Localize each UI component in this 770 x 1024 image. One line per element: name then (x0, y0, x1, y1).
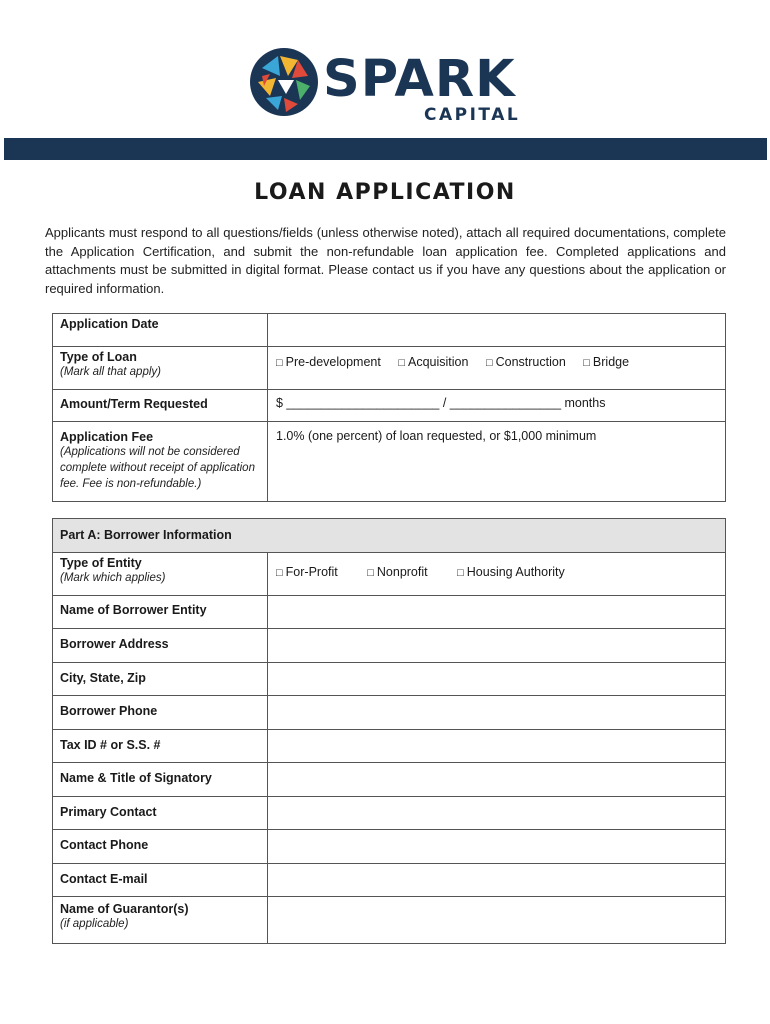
loan-type-label-cell (53, 347, 268, 390)
guarantor-field[interactable] (268, 897, 726, 944)
checkbox-icon[interactable]: □ (367, 567, 374, 579)
loan-type-label: Type of Loan (60, 350, 137, 364)
entity-type-note: (Mark which applies) (60, 572, 166, 584)
table-row (53, 596, 726, 629)
application-fee-value: 1.0% (one percent) of loan requested, or $1,000 minimum (268, 422, 726, 502)
section-header-row (53, 519, 726, 553)
table-row (53, 663, 726, 696)
borrower-name-label: Name of Borrower Entity (60, 603, 207, 617)
loan-type-option[interactable]: □ Construction (485, 355, 566, 369)
application-date-label: Application Date (60, 317, 159, 331)
city-state-zip-label: City, State, Zip (60, 671, 146, 685)
table-row (53, 629, 726, 663)
table-row (53, 730, 726, 763)
loan-type-option[interactable]: □ Bridge (583, 355, 630, 369)
guarantor-label: Name of Guarantor(s) (60, 902, 189, 916)
entity-type-option[interactable]: □ Housing Authority (457, 565, 565, 579)
contact-phone-label: Contact Phone (60, 838, 149, 852)
primary-contact-field[interactable] (268, 797, 726, 830)
loan-type-option[interactable]: □ Acquisition (398, 355, 469, 369)
table-row (53, 864, 726, 897)
borrower-phone-field[interactable] (268, 696, 726, 730)
loan-type-note: (Mark all that apply) (60, 366, 161, 378)
table-row (53, 422, 726, 502)
application-fee-label: Application Fee (60, 430, 154, 444)
contact-email-label: Contact E-mail (60, 872, 148, 886)
checkbox-icon[interactable]: □ (276, 357, 283, 369)
table-row (53, 897, 726, 944)
table-row (53, 314, 726, 347)
table-row (53, 797, 726, 830)
borrower-phone-label: Borrower Phone (60, 704, 158, 718)
entity-type-label-cell (53, 553, 268, 596)
borrower-name-label-cell (53, 596, 268, 629)
section-title: Part A: Borrower Information (53, 519, 726, 553)
entity-type-options (268, 553, 726, 596)
guarantor-note: (if applicable) (60, 918, 129, 930)
signatory-label: Name & Title of Signatory (60, 771, 212, 785)
application-fee-note: (Applications will not be considered complete without receipt of application fee. Fee is non-refundable.) (60, 446, 255, 490)
tax-id-label-cell (53, 730, 268, 763)
application-fee-label-cell (53, 422, 268, 502)
contact-phone-label-cell (53, 830, 268, 864)
contact-phone-field[interactable] (268, 830, 726, 864)
table-row (53, 347, 726, 390)
amount-term-label-cell (53, 390, 268, 422)
checkbox-icon[interactable]: □ (398, 357, 405, 369)
application-table (52, 313, 726, 502)
primary-contact-label-cell (53, 797, 268, 830)
entity-type-option[interactable]: □ For-Profit (276, 565, 338, 579)
checkbox-icon[interactable]: □ (457, 567, 464, 579)
guarantor-label-cell (53, 897, 268, 944)
spark-emblem-icon (248, 46, 320, 118)
spark-capital-logo (248, 46, 528, 126)
loan-type-option[interactable]: □ Pre-development (276, 355, 381, 369)
primary-contact-label: Primary Contact (60, 805, 157, 819)
checkbox-icon[interactable]: □ (583, 357, 590, 369)
tax-id-label: Tax ID # or S.S. # (60, 738, 161, 752)
amount-term-label: Amount/Term Requested (60, 397, 208, 411)
signatory-label-cell (53, 763, 268, 797)
checkbox-icon[interactable]: □ (276, 567, 283, 579)
page-title: LOAN APPLICATION (254, 180, 516, 205)
table-row (53, 553, 726, 596)
logo-wordmark: SPARK (323, 50, 516, 109)
borrower-name-field[interactable] (268, 596, 726, 629)
application-date-field[interactable] (268, 314, 726, 347)
contact-email-field[interactable] (268, 864, 726, 897)
entity-type-option[interactable]: □ Nonprofit (367, 565, 428, 579)
intro-paragraph: Applicants must respond to all questions/fields (unless otherwise noted), attach all required documentations, complete the Application Certification, and submit the non-refundable loan application fee. Completed applications and attachments must be submitted in digital format. Please contact us if you have any questions about the application or required information. (45, 225, 726, 296)
borrower-table (52, 518, 726, 944)
city-state-zip-label-cell (53, 663, 268, 696)
borrower-address-label-cell (53, 629, 268, 663)
application-date-label-cell (53, 314, 268, 347)
table-row (53, 763, 726, 797)
tax-id-field[interactable] (268, 730, 726, 763)
header-banner (4, 138, 767, 160)
amount-term-field[interactable]: $ ______________________ / ________________ months (268, 390, 726, 422)
checkbox-icon[interactable]: □ (485, 357, 493, 369)
signatory-field[interactable] (268, 763, 726, 797)
table-row (53, 696, 726, 730)
borrower-phone-label-cell (53, 696, 268, 730)
borrower-address-label: Borrower Address (60, 637, 169, 651)
table-row (53, 390, 726, 422)
contact-email-label-cell (53, 864, 268, 897)
entity-type-label: Type of Entity (60, 556, 142, 570)
table-row (53, 830, 726, 864)
logo-subtitle: CAPITAL (424, 105, 521, 125)
borrower-address-field[interactable] (268, 629, 726, 663)
loan-type-options (268, 347, 726, 390)
city-state-zip-field[interactable] (268, 663, 726, 696)
